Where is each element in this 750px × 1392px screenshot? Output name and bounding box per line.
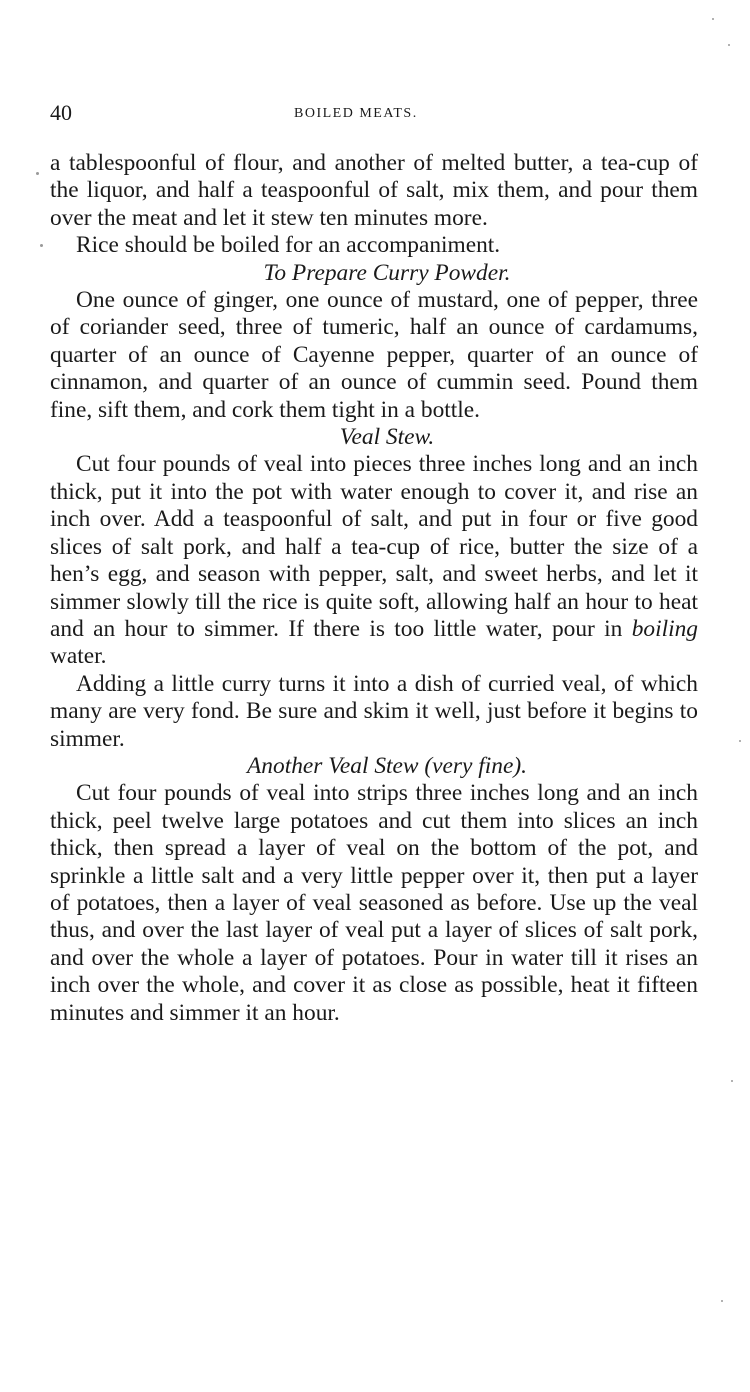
body-text xyxy=(50,150,698,1027)
running-head xyxy=(50,100,700,130)
running-head-title: BOILED MEATS. xyxy=(294,106,418,121)
paper-speck xyxy=(40,244,43,247)
paper-speck xyxy=(36,172,39,175)
veal-stew-paragraph-1 xyxy=(50,451,698,670)
paper-speck xyxy=(712,18,714,20)
paper-speck xyxy=(731,1080,733,1082)
recipe-heading-veal-stew: Veal Stew. xyxy=(339,424,435,451)
recipe-heading-curry-powder: To Prepare Curry Powder. xyxy=(263,259,511,286)
another-heading-end: ). xyxy=(513,752,527,779)
veal-stew-paragraph-2: Adding a little curry turns it into a dish of curried veal, of which many are very fond. Be sure and skim it well, just before it begins to simmer. xyxy=(50,670,698,752)
veal-stew-text-b: water. xyxy=(50,643,107,670)
paper-speck xyxy=(721,1300,723,1302)
continued-paragraph: a tablespoonful of flour, and another of melted butter, a tea-cup of the liquor, and half a teaspoonful of salt, mix them, and pour them over the meat and let it stew ten minutes more. xyxy=(50,150,698,231)
veal-stew-italic-word: boiling xyxy=(631,615,698,642)
paper-speck xyxy=(739,740,741,742)
another-heading-paren: very fine xyxy=(432,752,514,779)
page-number: 40 xyxy=(50,100,72,125)
curry-powder-paragraph: One ounce of ginger, one ounce of mustard, one of pepper, three of coriander seed, three of tumeric, half an ounce of cardamums, quarter of an ounce of Cayenne pepper, quarter of an ounce of cinnamon, and quarter of an ounce of cummin seed. Pound them fine, sift them, and cork them tight in a bottle. xyxy=(50,287,698,423)
rice-paragraph: Rice should be boiled for an accompaniment. xyxy=(76,232,501,259)
another-veal-stew-paragraph: Cut four pounds of veal into strips three inches long and an inch thick, peel twelve large potatoes and cut them into slices an inch thick, then spread a layer of veal on the bottom of the pot, and sprinkle a little salt and a very little pepper over it, then put a layer of potatoes, then a layer of veal seasoned as before. Use up the veal thus, and over the last layer of veal put a layer of slices of salt pork, and over the whole a layer of potatoes. Pour in water till it rises an inch over the whole, and cover it as close as possible, heat it fifteen minutes and simmer it an hour. xyxy=(50,780,698,1026)
recipe-heading-another-veal-stew xyxy=(50,753,698,780)
paper-speck xyxy=(728,44,730,46)
veal-stew-text-a: Cut four pounds of veal into pieces three inches long and an inch thick, put it into the pot with water enough to cover it, and rise an inch over. Add a teaspoonful of salt, and put in four or five good slices of salt pork, and half a tea-cup of rice, butter the size of a hen’s egg, and season with pepper, salt, and sweet herbs, and let it simmer slowly till the rice is quite soft, allowing half an hour to heat and an hour to simmer. If there is too little water, pour in xyxy=(50,451,698,642)
another-heading-main: Another Veal Stew ( xyxy=(247,752,433,779)
